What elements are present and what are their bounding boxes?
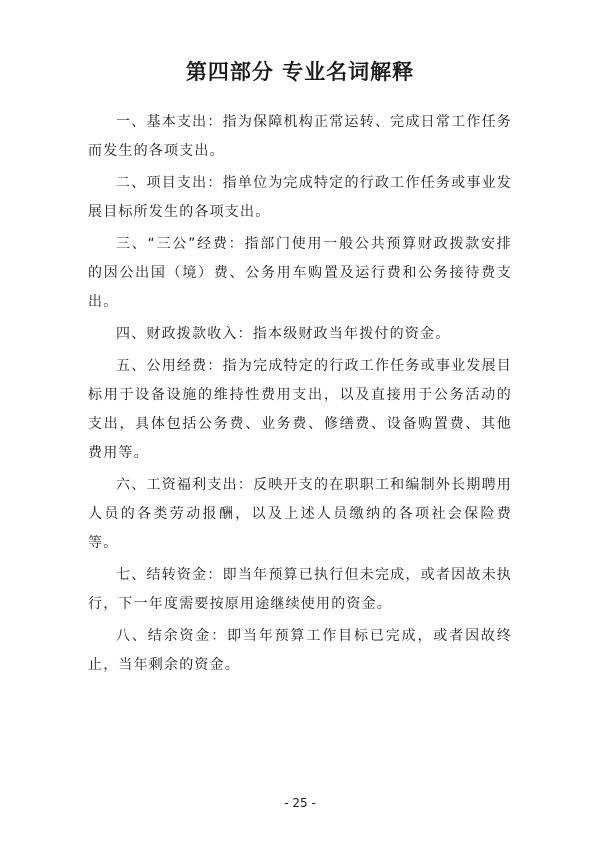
glossary-entry-three-public-expenses: 三、“三公”经费：指部门使用一般公共预算财政拨款安排的因公出国（境）费、公务用车购置及运行费和公务接待费支出。 bbox=[88, 236, 512, 310]
glossary-entry-project-expenditure: 二、项目支出：指单位为完成特定的行政工作任务或事业发展目标所发生的各项支出。 bbox=[88, 175, 512, 220]
glossary-entry-public-expenses: 五、公用经费：指为完成特定的行政工作任务或事业发展目标用于设备设施的维持性费用支出，以及直接用于公务活动的支出，具体包括公务费、业务费、修缮费、设备购置费、其他费用等。 bbox=[88, 358, 512, 461]
page-title: 第四部分 专业名词解释 bbox=[185, 60, 415, 84]
glossary-entry-carryover-funds: 七、结转资金：即当年预算已执行但未完成，或者因故未执行，下一年度需要按原用途继续使用的资金。 bbox=[88, 567, 512, 612]
glossary-entry-fiscal-appropriation-income: 四、财政拨款收入：指本级财政当年拨付的资金。 bbox=[116, 326, 451, 342]
glossary-entry-wage-welfare-expenditure: 六、工资福利支出：反映开支的在职职工和编制外长期聘用人员的各类劳动报酬，以及上述人员缴纳的各项社会保险费等。 bbox=[88, 477, 512, 551]
glossary-body bbox=[88, 108, 512, 683]
glossary-entry-basic-expenditure: 一、基本支出：指为保障机构正常运转、完成日常工作任务而发生的各项支出。 bbox=[88, 114, 512, 159]
glossary-entry-surplus-funds: 八、结余资金：即当年预算工作目标已完成，或者因故终止，当年剩余的资金。 bbox=[88, 628, 512, 673]
page-number: - 25 - bbox=[284, 796, 316, 810]
